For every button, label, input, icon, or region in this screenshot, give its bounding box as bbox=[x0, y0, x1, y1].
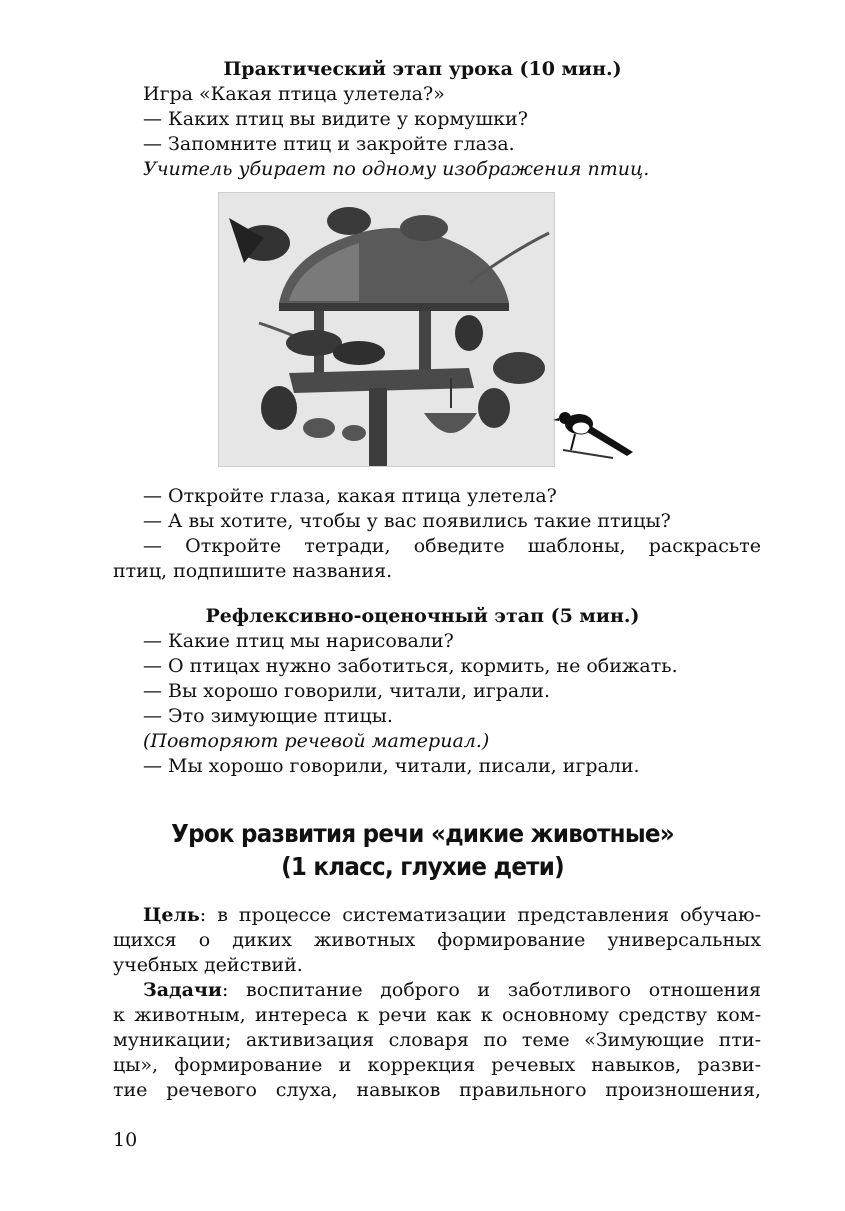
tasks-line: цы», формирование и коррекция речевых навыков, разви- bbox=[113, 1054, 761, 1076]
section-title-practical: Практический этап урока (10 мин.) bbox=[223, 58, 622, 80]
teacher-instruction: Учитель убирает по одному изображения птиц. bbox=[143, 158, 650, 180]
text-line: — Откройте тетради, обведите шаблоны, раскрасьте bbox=[143, 535, 761, 557]
goal-line: щихся о диких животных формирование универсальных bbox=[113, 929, 761, 951]
lesson-heading: Урок развития речи «дикие животные» bbox=[171, 819, 674, 848]
text-line: — Это зимующие птицы. bbox=[143, 705, 393, 727]
page-number: 10 bbox=[113, 1129, 138, 1151]
tasks-line: тие речевого слуха, навыков правильного произношения, bbox=[113, 1079, 761, 1101]
tasks-label: Задачи bbox=[143, 979, 222, 1001]
text-line: — Откройте глаза, какая птица улетела? bbox=[143, 485, 557, 507]
tasks-line: к животным, интереса к речи как к основному средству ком- bbox=[113, 1004, 761, 1026]
goal-line: учебных действий. bbox=[113, 954, 303, 976]
text-line: — О птицах нужно заботиться, кормить, не обижать. bbox=[143, 655, 678, 677]
text-line: Игра «Какая птица улетела?» bbox=[143, 83, 445, 105]
tasks-line: муникации; активизация словаря по теме «Зимующие пти- bbox=[113, 1029, 761, 1051]
lesson-subheading: (1 класс, глухие дети) bbox=[281, 852, 564, 881]
magpie-illustration bbox=[553, 402, 635, 464]
goal-line: Цель: в процессе систематизации представления обучаю- bbox=[143, 904, 761, 926]
text-line: — Запомните птиц и закройте глаза. bbox=[143, 133, 515, 155]
speech-note: (Повторяют речевой материал.) bbox=[143, 730, 490, 752]
text-line: — А вы хотите, чтобы у вас появились такие птицы? bbox=[143, 510, 671, 532]
text-line: — Мы хорошо говорили, читали, писали, играли. bbox=[143, 755, 640, 777]
text-line: — Какие птиц мы нарисовали? bbox=[143, 630, 454, 652]
bird-feeder-illustration bbox=[218, 192, 555, 467]
text-line: птиц, подпишите названия. bbox=[113, 560, 393, 582]
text-line: — Каких птиц вы видите у кормушки? bbox=[143, 108, 528, 130]
text-line: — Вы хорошо говорили, читали, играли. bbox=[143, 680, 550, 702]
goal-label: Цель bbox=[143, 904, 200, 926]
section-title-reflexive: Рефлексивно-оценочный этап (5 мин.) bbox=[205, 605, 640, 627]
tasks-line: Задачи: воспитание доброго и заботливого отношения bbox=[143, 979, 761, 1001]
